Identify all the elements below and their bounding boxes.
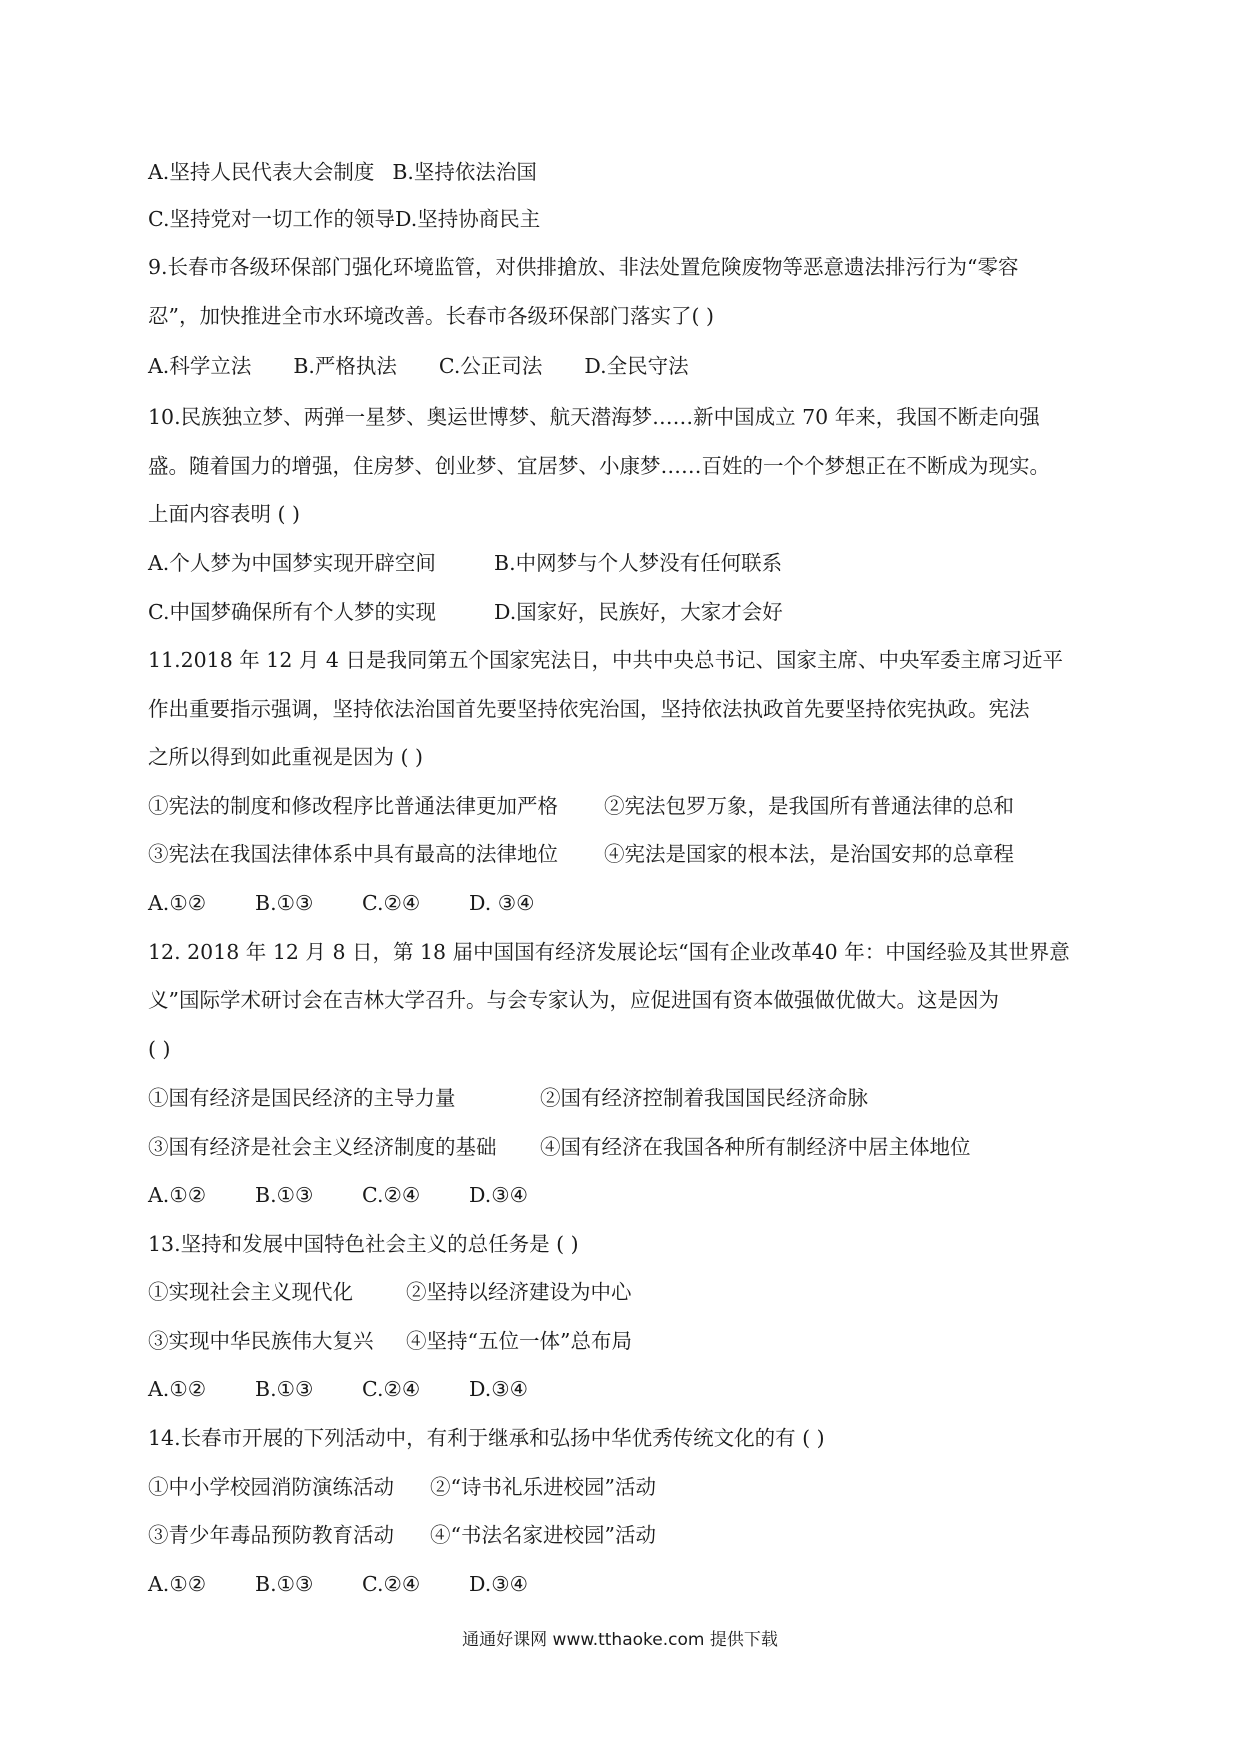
- q10-stem-line-3: 上面内容表明 ( ): [148, 502, 301, 526]
- q11-option-a: A.①②: [148, 891, 207, 915]
- q12-statement-2: ②国有经济控制着我国国民经济命脉: [540, 1086, 868, 1110]
- q14-statements-row-2: [148, 1521, 656, 1549]
- q11-statements-row-1: [148, 792, 1014, 820]
- q8-option-d: D.坚持协商民主: [394, 207, 541, 231]
- q10-options-row-1: [148, 549, 782, 577]
- q13-statement-2: ②坚持以经济建设为中心: [406, 1280, 632, 1304]
- q12-stem-line-3: ( ): [148, 1037, 171, 1061]
- q14-stem-line-1: 14.长春市开展的下列活动中，有利于继承和弘扬中华优秀传统文化的有 ( ): [148, 1426, 825, 1450]
- q14-statements-row-1: [148, 1473, 656, 1501]
- q11-stem-line-2: 作出重要指示强调，坚持依法治国首先要坚持依宪治国，坚持依法执政首先要坚持依宪执政。宪法: [148, 697, 1030, 721]
- q12-stem-line-2: 义”国际学术研讨会在吉林大学召升。与会专家认为，应促进国有资本做强做优做大。这是因为: [148, 988, 999, 1012]
- q10-option-b: B.中网梦与个人梦没有任何联系: [494, 551, 783, 575]
- q12-statement-4: ④国有经济在我国各种所有制经济中居主体地位: [540, 1135, 971, 1159]
- q13-option-d: D.③④: [469, 1377, 528, 1401]
- q14-option-a: A.①②: [148, 1572, 207, 1596]
- q8-option-b: B.坚持依法治国: [392, 160, 537, 184]
- q10-options-row-2: [148, 598, 783, 626]
- q12-statement-1: ①国有经济是国民经济的主导力量: [148, 1086, 456, 1110]
- q11-statement-4: ④宪法是国家的根本法，是治国安邦的总章程: [604, 842, 1014, 866]
- q9-stem-line-2: 忍”，加快推进全市水环境改善。长春市各级环保部门落实了( ): [148, 304, 714, 328]
- q9-option-d: D.全民守法: [584, 354, 689, 378]
- q13-statement-1: ①实现社会主义现代化: [148, 1280, 353, 1304]
- q12-options-row: [148, 1181, 528, 1209]
- q13-statement-4: ④坚持“五位一体”总布局: [406, 1329, 632, 1353]
- q13-statements-row-1: [148, 1278, 632, 1306]
- q12-statements-row-2: [148, 1133, 971, 1161]
- q13-option-a: A.①②: [148, 1377, 207, 1401]
- q11-statements-row-2: [148, 840, 1014, 868]
- q13-statements-row-2: [148, 1327, 632, 1355]
- q8-options-row-2: [148, 205, 540, 233]
- q12-statements-row-1: [148, 1084, 868, 1112]
- q11-statement-3: ③宪法在我国法律体系中具有最高的法律地位: [148, 842, 558, 866]
- q14-options-row: [148, 1570, 528, 1598]
- page-footer: 通通好课网 www.tthaoke.com 提供下载: [462, 1630, 778, 1650]
- q9-option-c: C.公正司法: [438, 354, 543, 378]
- q12-stem-line-1: 12. 2018 年 12 月 8 日，第 18 届中国国有经济发展论坛“国有企业改革40 年：中国经验及其世界意: [148, 940, 1070, 964]
- q11-statement-1: ①宪法的制度和修改程序比普通法律更加严格: [148, 794, 558, 818]
- q11-option-c: C.②④: [362, 891, 421, 915]
- q9-stem-line-1: 9.长春市各级环保部门强化环境监管，对供排搶放、非法处置危険废物等恶意遗法排污行为“零容: [148, 255, 1019, 279]
- q9-option-a: A.科学立法: [148, 354, 252, 378]
- q11-stem-line-3: 之所以得到如此重视是因为 ( ): [148, 745, 424, 769]
- q12-option-d: D.③④: [469, 1183, 528, 1207]
- q12-option-c: C.②④: [362, 1183, 421, 1207]
- q14-option-d: D.③④: [469, 1572, 528, 1596]
- q9-options-row: [148, 352, 689, 380]
- q11-option-d: D. ③④: [469, 891, 535, 915]
- q10-stem-line-2: 盛。随着国力的增强，住房梦、创业梦、宜居梦、小康梦……百姓的一个个梦想正在不断成为现实。: [148, 454, 1050, 478]
- q14-statement-3: ③青少年毒品预防教育活动: [148, 1523, 394, 1547]
- q10-option-a: A.个人梦为中国梦实现开辟空间: [148, 551, 436, 575]
- q8-option-c: C.坚持党对一切工作的领导: [148, 207, 395, 231]
- q12-option-b: B.①③: [255, 1183, 314, 1207]
- q9-option-b: B.严格执法: [293, 354, 397, 378]
- q10-option-c: C.中国梦确保所有个人梦的实现: [148, 600, 436, 624]
- q8-options-row-1: [148, 158, 537, 186]
- q14-statement-1: ①中小学校园消防演练活动: [148, 1475, 394, 1499]
- q11-option-b: B.①③: [255, 891, 314, 915]
- q14-option-b: B.①③: [255, 1572, 314, 1596]
- q10-option-d: D.国家好，民族好，大家才会好: [494, 600, 783, 624]
- q11-stem-line-1: 11.2018 年 12 月 4 日是我同第五个国家宪法日，中共中央总书记、国家主席、中央军委主席习近平: [148, 648, 1063, 672]
- q13-option-b: B.①③: [255, 1377, 314, 1401]
- q13-stem-line-1: 13.坚持和发展中国特色社会主义的总任务是 ( ): [148, 1232, 579, 1256]
- q11-statement-2: ②宪法包罗万象，是我国所有普通法律的总和: [604, 794, 1014, 818]
- q14-option-c: C.②④: [362, 1572, 421, 1596]
- q13-statement-3: ③实现中华民族伟大复兴: [148, 1329, 374, 1353]
- q13-option-c: C.②④: [362, 1377, 421, 1401]
- q8-option-a: A.坚持人民代表大会制度: [148, 160, 375, 184]
- q11-options-row: [148, 889, 535, 917]
- q13-options-row: [148, 1375, 528, 1403]
- q14-statement-2: ②“诗书礼乐进校园”活动: [430, 1475, 656, 1499]
- q14-statement-4: ④“书法名家进校园”活动: [430, 1523, 656, 1547]
- q10-stem-line-1: 10.民族独立梦、两弹一星梦、奥运世博梦、航天潜海梦……新中国成立 70 年来，我国不断走向强: [148, 405, 1040, 429]
- q12-option-a: A.①②: [148, 1183, 207, 1207]
- q12-statement-3: ③国有经济是社会主义经济制度的基础: [148, 1135, 497, 1159]
